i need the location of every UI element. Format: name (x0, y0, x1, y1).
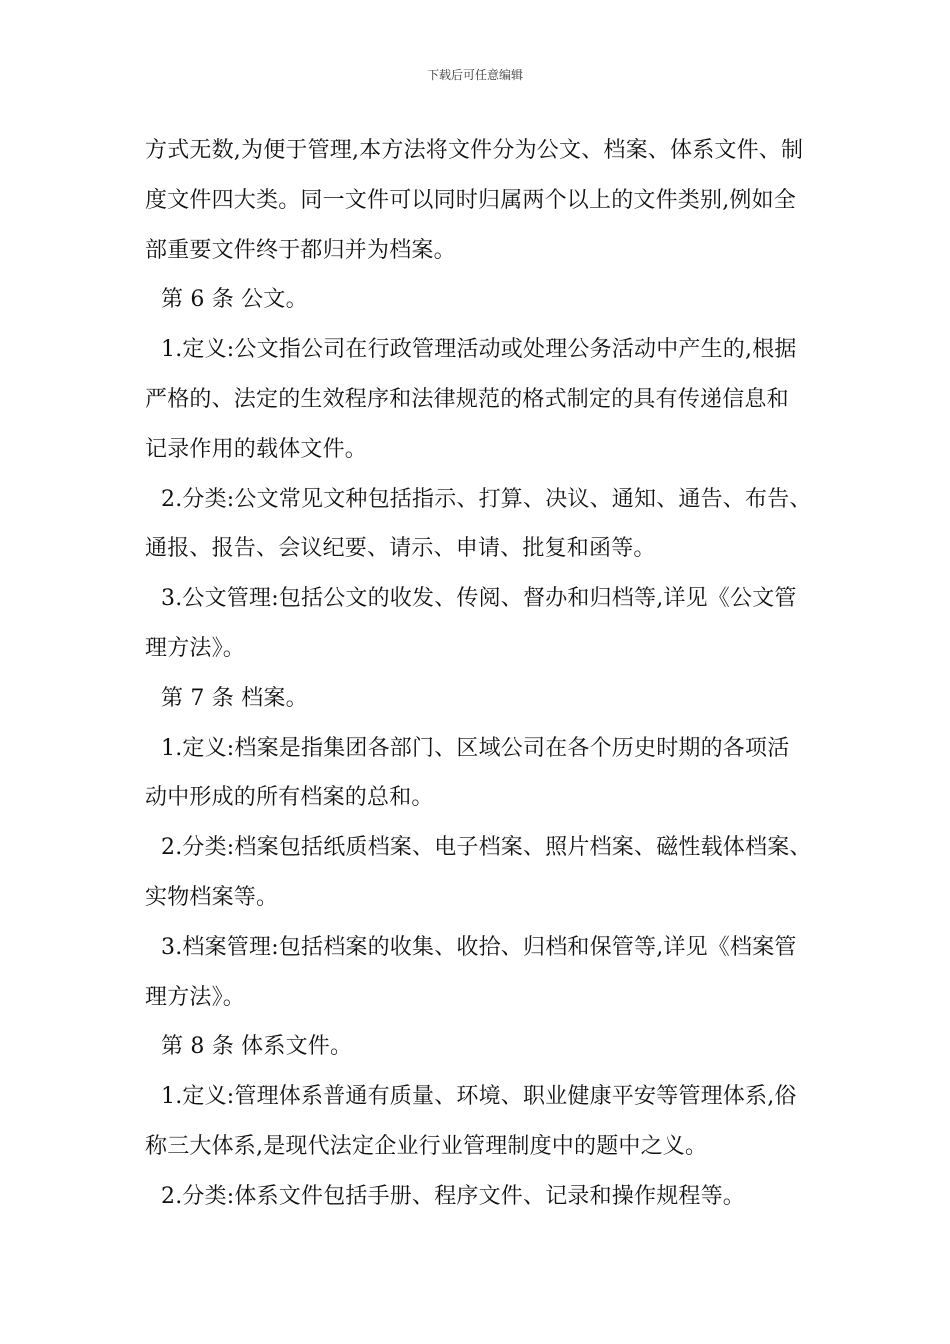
article-heading: 第 6 条 公文。 (161, 287, 308, 313)
paragraph-line: 2.分类:公文常见文种包括指示、打算、决议、通知、通告、布告、 (161, 486, 812, 512)
paragraph-line: 3.档案管理:包括档案的收集、收拾、归档和保管等,详见《档案管 (161, 934, 797, 960)
document-body (145, 126, 825, 1222)
paragraph-line: 记录作用的载体文件。 (145, 436, 368, 462)
paragraph-line: 通报、报告、会议纪要、请示、申请、批复和函等。 (145, 536, 656, 562)
paragraph-line: 1.定义:管理体系普通有质量、环境、职业健康平安等管理体系,俗 (161, 1084, 797, 1110)
paragraph-line: 理方法》。 (145, 984, 246, 1010)
paragraph-line: 动中形成的所有档案的总和。 (145, 785, 434, 811)
paragraph-line: 理方法》。 (145, 635, 246, 661)
paragraph-line: 3.公文管理:包括公文的收发、传阅、督办和归档等,详见《公文管 (161, 586, 797, 612)
paragraph-line: 实物档案等。 (145, 884, 279, 910)
paragraph-line: 2.分类:档案包括纸质档案、电子档案、照片档案、磁性载体档案、 (161, 835, 812, 861)
paragraph-line: 方式无数,为便于管理,本方法将文件分为公文、档案、体系文件、制 (145, 138, 804, 163)
paragraph-line: 1.定义:公文指公司在行政管理活动或处理公务活动中产生的,根据 (161, 337, 797, 363)
paragraph-line: 2.分类:体系文件包括手册、程序文件、记录和操作规程等。 (161, 1183, 746, 1209)
paragraph-line: 称三大体系,是现代法定企业行业管理制度中的题中之义。 (145, 1133, 708, 1159)
page-header: 下载后可任意编辑 (426, 68, 523, 82)
paragraph-line: 度文件四大类。同一文件可以同时归属两个以上的文件类别,例如全 (145, 187, 796, 213)
article-heading: 第 7 条 档案。 (161, 685, 308, 711)
paragraph-line: 部重要文件终于都归并为档案。 (145, 237, 456, 263)
paragraph-line: 严格的、法定的生效程序和法律规范的格式制定的具有传递信息和 (145, 386, 789, 412)
article-heading: 第 8 条 体系文件。 (161, 1034, 353, 1060)
paragraph-line: 1.定义:档案是指集团各部门、区域公司在各个历史时期的各项活 (161, 735, 790, 761)
